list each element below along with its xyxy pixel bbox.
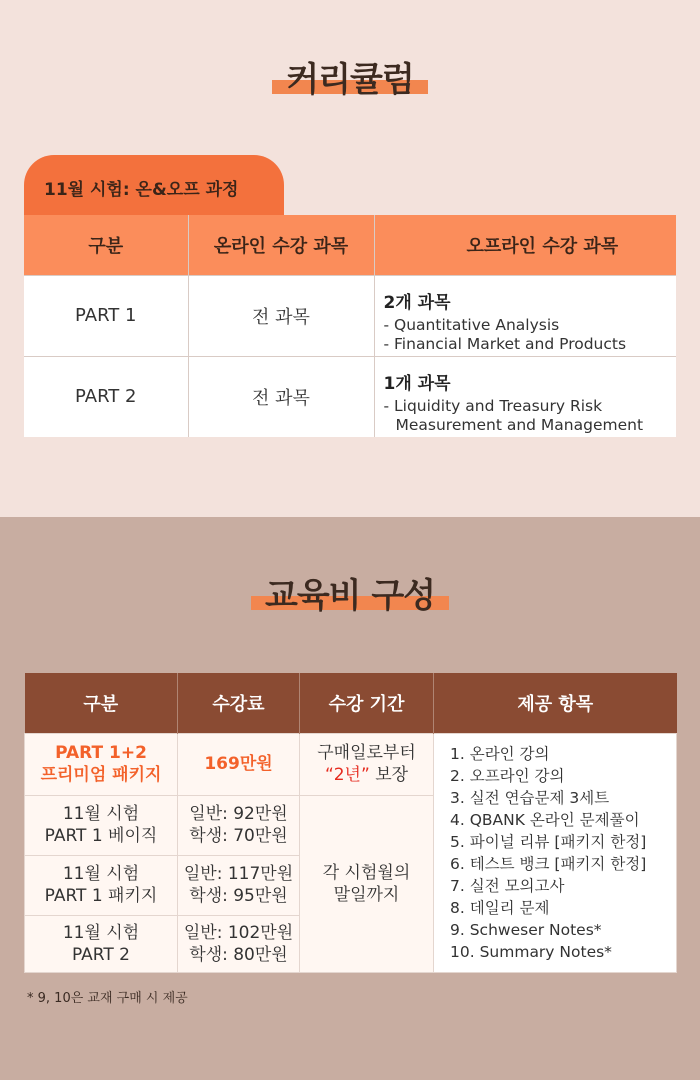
table-row bbox=[24, 356, 676, 437]
premium-name-line2: 프리미엄 패키지 bbox=[40, 765, 162, 785]
package-price bbox=[178, 855, 300, 915]
table-header-row bbox=[24, 215, 676, 275]
header-online: 온라인 수강 과목 bbox=[188, 215, 374, 275]
part-cell: PART 1 bbox=[24, 275, 188, 356]
package-name-line2: PART 1 베이직 bbox=[44, 826, 158, 846]
exam-tab[interactable]: 11월 시험: 온&오프 과정 bbox=[24, 155, 284, 217]
price-general: 일반: 92만원 bbox=[189, 804, 288, 824]
price-student: 학생: 80만원 bbox=[189, 944, 288, 965]
part-cell: PART 2 bbox=[24, 356, 188, 437]
package-name-line1: 11월 시험 bbox=[62, 864, 140, 884]
curriculum-section bbox=[0, 0, 700, 517]
header-price: 수강료 bbox=[178, 673, 300, 733]
price-student: 학생: 70만원 bbox=[189, 826, 288, 846]
price-general: 일반: 117만원 bbox=[183, 864, 294, 884]
offline-title: 1개 과목 bbox=[383, 373, 451, 394]
shared-period-line1: 각 시험월의 bbox=[322, 862, 411, 883]
premium-name-line1: PART 1+2 bbox=[55, 743, 147, 763]
header-category: 구분 bbox=[25, 673, 178, 733]
price-student: 학생: 95만원 bbox=[189, 886, 288, 906]
shared-period bbox=[300, 795, 434, 972]
price-general: 일반: 102만원 bbox=[183, 922, 294, 943]
footnote: * 9, 10은 교재 구매 시 제공 bbox=[27, 991, 188, 1006]
curriculum-heading bbox=[0, 52, 700, 101]
list-item: 9. Schweser Notes* bbox=[450, 920, 602, 939]
premium-price: 169만원 bbox=[178, 733, 300, 795]
package-name-line1: 11월 시험 bbox=[62, 804, 140, 824]
premium-period bbox=[300, 733, 434, 795]
header-period: 수강 기간 bbox=[300, 673, 434, 733]
fee-table bbox=[24, 673, 677, 973]
table-row bbox=[24, 275, 676, 356]
online-cell: 전 과목 bbox=[188, 275, 374, 356]
package-name bbox=[25, 795, 178, 855]
list-item: 5. 파이널 리뷰 [패키지 한정] bbox=[450, 832, 647, 851]
fee-title: 교육비 구성 bbox=[264, 576, 436, 616]
header-offline: 오프라인 수강 과목 bbox=[374, 215, 676, 275]
package-name bbox=[25, 915, 178, 972]
list-item: 3. 실전 연습문제 3세트 bbox=[450, 788, 610, 807]
premium-period-highlight: “2년” bbox=[324, 765, 370, 785]
offline-item: - Financial Market and Products bbox=[383, 334, 627, 353]
list-item: 6. 테스트 뱅크 [패키지 한정] bbox=[450, 854, 647, 873]
table-row bbox=[25, 733, 677, 795]
shared-period-line2: 말일까지 bbox=[333, 884, 400, 905]
header-category: 구분 bbox=[24, 215, 188, 275]
offline-item: - Quantitative Analysis bbox=[383, 315, 560, 334]
package-name bbox=[25, 855, 178, 915]
header-provided: 제공 항목 bbox=[434, 673, 677, 733]
curriculum-title: 커리큘럼 bbox=[286, 60, 414, 100]
online-cell: 전 과목 bbox=[188, 356, 374, 437]
list-item: 10. Summary Notes* bbox=[450, 942, 612, 961]
offline-item: - Liquidity and Treasury Risk bbox=[383, 396, 603, 415]
package-price bbox=[178, 795, 300, 855]
list-item: 7. 실전 모의고사 bbox=[450, 876, 565, 895]
list-item: 2. 오프라인 강의 bbox=[450, 766, 565, 785]
fee-heading bbox=[0, 568, 700, 617]
list-item: 1. 온라인 강의 bbox=[450, 744, 550, 763]
package-name-line1: 11월 시험 bbox=[62, 922, 140, 943]
list-item: 4. QBANK 온라인 문제풀이 bbox=[450, 810, 640, 829]
offline-title: 2개 과목 bbox=[383, 292, 451, 313]
premium-period-line1: 구매일로부터 bbox=[317, 743, 416, 763]
premium-package-name bbox=[25, 733, 178, 795]
package-name-line2: PART 2 bbox=[72, 944, 130, 965]
offline-item-continued: Measurement and Management bbox=[395, 415, 644, 434]
curriculum-table bbox=[24, 215, 676, 437]
package-name-line2: PART 1 패키지 bbox=[44, 886, 158, 906]
package-price bbox=[178, 915, 300, 972]
list-item: 8. 데일리 문제 bbox=[450, 898, 550, 917]
offline-cell bbox=[374, 356, 676, 437]
table-header-row bbox=[25, 673, 677, 733]
offline-cell bbox=[374, 275, 676, 356]
provided-items-list bbox=[434, 733, 677, 972]
premium-period-suffix: 보장 bbox=[369, 765, 409, 785]
